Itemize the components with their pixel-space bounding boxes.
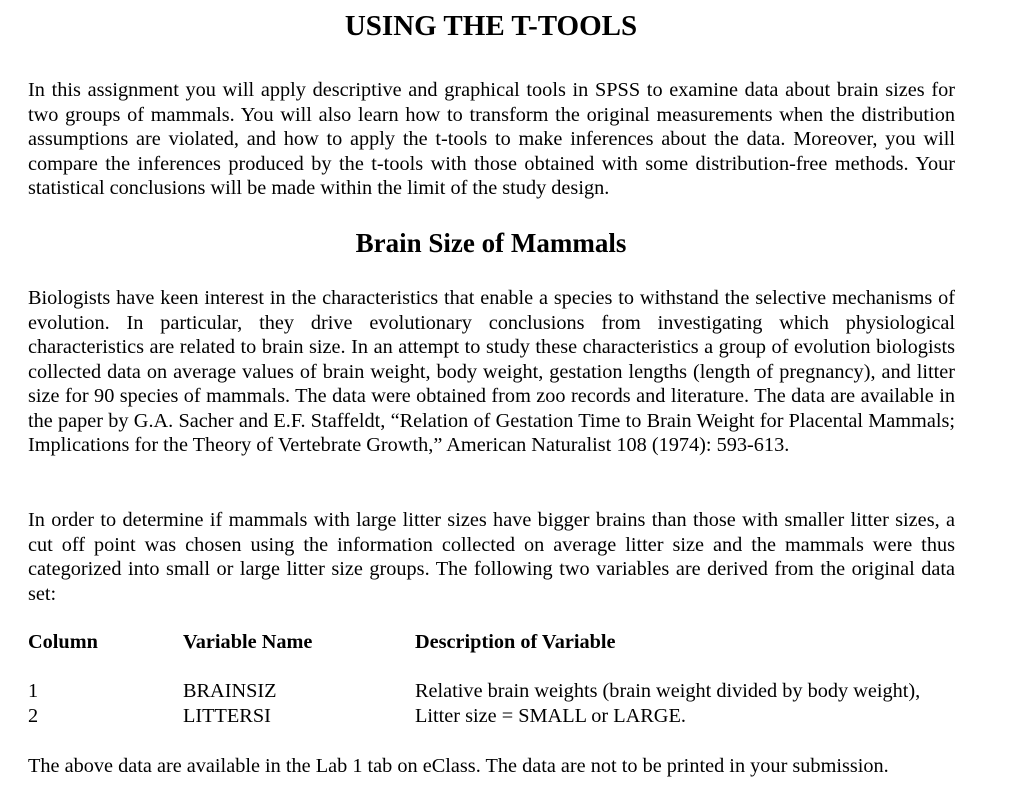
- cell-variable-name: LITTERSI: [183, 704, 271, 727]
- cell-column: 2: [28, 704, 39, 727]
- cell-column: 1: [28, 680, 39, 702]
- cell-description: Relative brain weights (brain weight divided by body weight),: [415, 680, 921, 702]
- cell-description: Litter size = SMALL or LARGE.: [415, 704, 686, 727]
- header-column: Column: [28, 631, 98, 653]
- header-description: Description of Variable: [415, 631, 616, 653]
- cutoff-paragraph: In order to determine if mammals with large litter sizes have bigger brains than those with smaller litter sizes, a cut off point was chosen using the information collected on average litter size and the mammals were thus categorized into small or large litter size groups. The following two variables are derived from the original data set:: [28, 509, 955, 605]
- section-title: Brain Size of Mammals: [355, 228, 627, 258]
- footer-note: The above data are available in the Lab 1 tab on eClass. The data are not to be printed in your submission.: [28, 755, 889, 777]
- page-title: USING THE T-TOOLS: [344, 10, 638, 42]
- table-row: [28, 704, 968, 729]
- background-paragraph: Biologists have keen interest in the characteristics that enable a species to withstand the selective mechanisms of evolution. In particular, they drive evolutionary conclusions from investigating which physiological characteristics are related to brain size. In an attempt to study these characteristics a group of evolution biologists collected data on average values of brain weight, body weight, gestation lengths (length of pregnancy), and litter size for 90 species of mammals. The data were obtained from zoo records and literature. The data are available in the paper by G.A. Sacher and E.F. Staffeldt, “Relation of Gestation Time to Brain Weight for Placental Mammals; Implications for the Theory of Vertebrate Growth,” American Naturalist 108 (1974): 593-613.: [28, 287, 955, 456]
- variable-table: [28, 630, 968, 728]
- header-variable-name: Variable Name: [183, 631, 313, 653]
- table-header-row: [28, 630, 968, 655]
- intro-paragraph: In this assignment you will apply descriptive and graphical tools in SPSS to examine data about brain sizes for two groups of mammals. You will also learn how to transform the original measurements when the distribution assumptions are violated, and how to apply the t-tools to make inferences about the data. Moreover, you will compare the inferences produced by the t-tools with those obtained with some distribution-free methods. Your statistical conclusions will be made within the limit of the study design.: [28, 79, 955, 199]
- table-row: [28, 679, 968, 704]
- cell-variable-name: BRAINSIZ: [183, 680, 277, 702]
